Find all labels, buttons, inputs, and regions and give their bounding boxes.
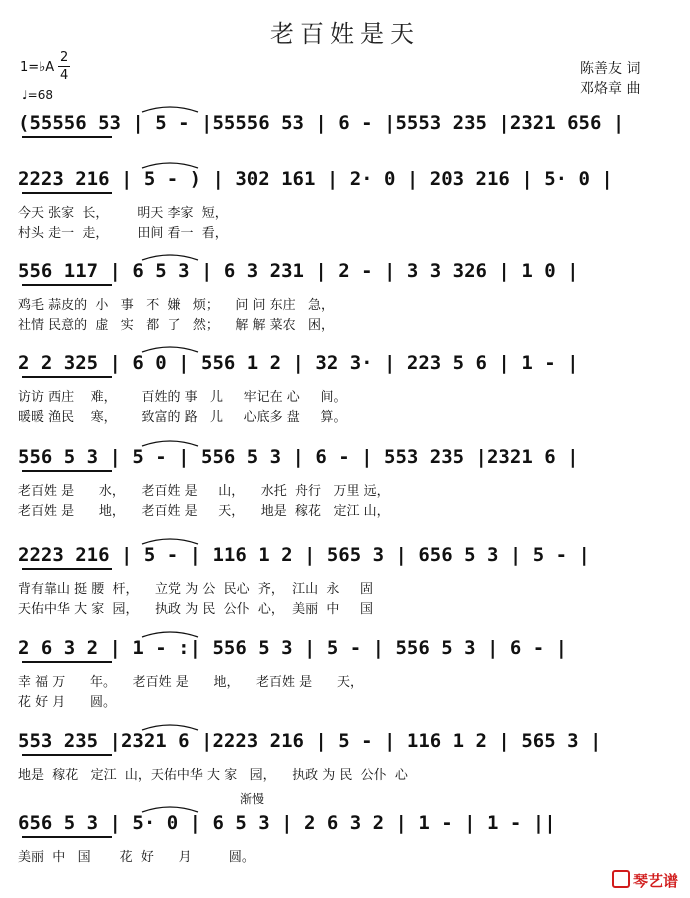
notes-line: 656 5 3 | 5· 0 | 6 5 3 | 2 6 3 2 | 1 - | 1 - ||: [18, 812, 556, 834]
tempo-marking: ♩=68: [22, 88, 53, 102]
lyrics-verse-2: 村头 走一 走， 田间 看一 看，: [18, 226, 228, 241]
lyrics-verse-1: 美丽 中 国 花 好 月 圆。: [18, 850, 255, 865]
slur-arc: [140, 250, 200, 262]
lyrics-verse-1: 幸 福 万 年。 老百姓 是 地， 老百姓 是 天，: [18, 675, 363, 690]
time-signature-bottom: 4: [60, 68, 69, 83]
lyrics-verse-2: 老百姓 是 地， 老百姓 是 天， 地是 稼花 定江 山，: [18, 504, 390, 519]
lyrics-verse-2: 天佑中华 大 家 园， 执政 为 民 公仆 心， 美丽 中 国: [18, 602, 374, 617]
slur-arc: [140, 627, 200, 639]
page-title: 老百姓是天: [270, 20, 420, 48]
key-signature: 1=♭A: [20, 60, 55, 75]
lyrics-verse-1: 地是 稼花 定江 山，天佑中华 大 家 园， 执政 为 民 公仆 心: [18, 768, 408, 783]
slur-arc: [140, 342, 200, 354]
notes-line: 553 235 |2321 6 |2223 216 | 5 - | 116 1 2 | 565 3 |: [18, 730, 602, 752]
beam-line: [22, 568, 112, 570]
lyrics-verse-2: 暖暖 渔民 寒， 致富的 路 儿 心底多 盘 算。: [18, 410, 347, 425]
beam-line: [22, 836, 112, 838]
lyricist-credit: 陈善友 词: [580, 61, 641, 77]
lyrics-verse-2: 社情 民意的 虚 实 都 了 然； 解 解 菜农 困，: [18, 318, 335, 333]
lyrics-verse-2: 花 好 月 圆。: [18, 695, 117, 710]
beam-line: [22, 136, 112, 138]
site-logo: [612, 870, 678, 891]
notes-line: 556 5 3 | 5 - | 556 5 3 | 6 - | 553 235 |2321 6 |: [18, 446, 579, 468]
composer-credit: 邓烙章 曲: [580, 81, 641, 97]
beam-line: [22, 284, 112, 286]
slur-arc: [140, 102, 200, 114]
lyrics-verse-1: 今天 张家 长， 明天 李家 短，: [18, 206, 228, 221]
notes-line: 2223 216 | 5 - ) | 302 161 | 2· 0 | 203 216 | 5· 0 |: [18, 168, 613, 190]
notes-line: 2 2 325 | 6 0 | 556 1 2 | 32 3· | 223 5 6 | 1 - |: [18, 352, 579, 374]
notes-line: 2223 216 | 5 - | 116 1 2 | 565 3 | 656 5 3 | 5 - |: [18, 544, 590, 566]
slur-arc: [140, 436, 200, 448]
beam-line: [22, 376, 112, 378]
time-signature-rule: [58, 66, 70, 67]
beam-line: [22, 754, 112, 756]
notes-line: 2 6 3 2 | 1 - :| 556 5 3 | 5 - | 556 5 3 | 6 - |: [18, 637, 568, 659]
slur-arc: [140, 720, 200, 732]
lyrics-verse-1: 背有靠山 挺 腰 杆， 立党 为 公 民心 齐， 江山 永 固: [18, 582, 374, 597]
logo-mark-icon: [612, 870, 630, 888]
slur-arc: [140, 802, 200, 814]
notes-line: 556 117 | 6 5 3 | 6 3 231 | 2 - | 3 3 326 | 1 0 |: [18, 260, 579, 282]
lyrics-verse-1: 访访 西庄 难， 百姓的 事 儿 牢记在 心 间。: [18, 390, 347, 405]
beam-line: [22, 470, 112, 472]
lyrics-verse-1: 老百姓 是 水， 老百姓 是 山， 水托 舟行 万里 远，: [18, 484, 390, 499]
slur-arc: [140, 534, 200, 546]
logo-text: 琴艺谱: [633, 872, 679, 890]
beam-line: [22, 192, 112, 194]
notes-line: (55556 53 | 5 - |55556 53 | 6 - |5553 235 |2321 656 |: [18, 112, 625, 134]
beam-line: [22, 661, 112, 663]
tempo-annotation: 渐慢: [240, 792, 265, 806]
lyrics-verse-1: 鸡毛 蒜皮的 小 事 不 嫌 烦； 问 问 东庄 急，: [18, 298, 335, 313]
time-signature-top: 2: [60, 50, 69, 65]
slur-arc: [140, 158, 200, 170]
